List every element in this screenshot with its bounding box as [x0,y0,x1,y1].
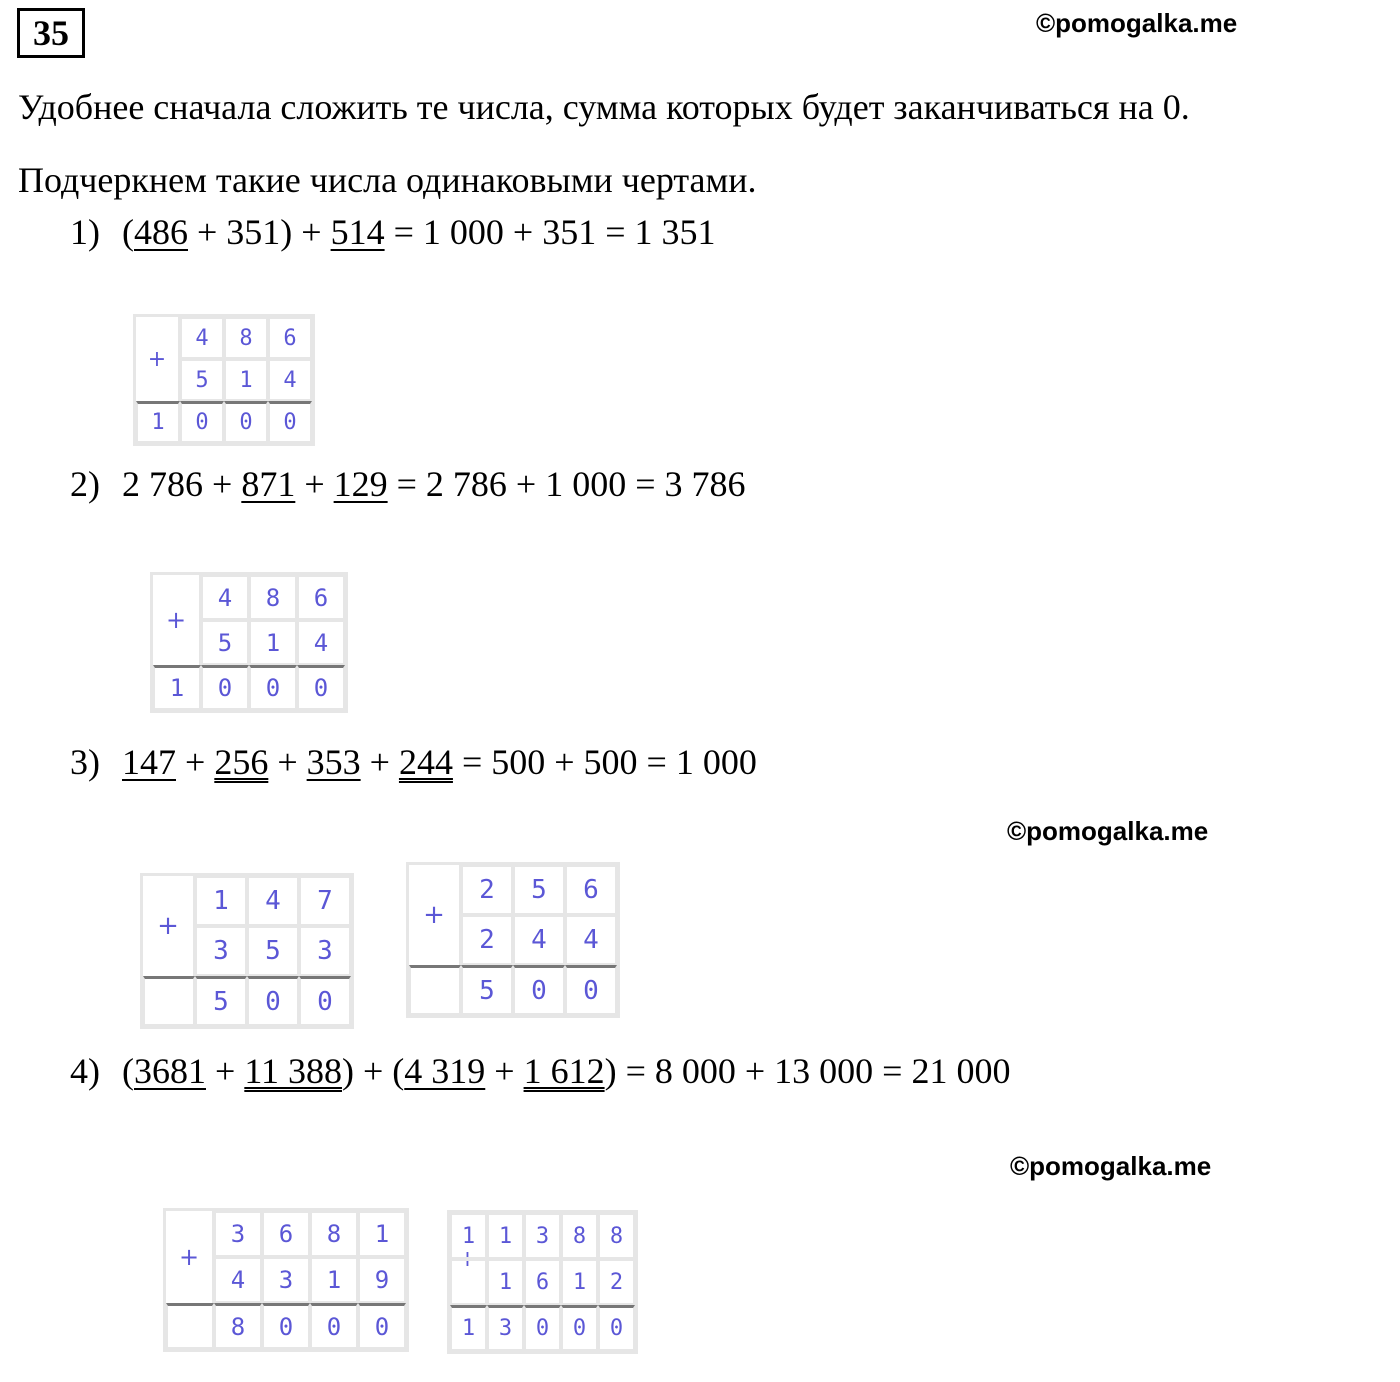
digit-cell: 2 [598,1259,635,1305]
addition-grid-6 [447,1210,638,1354]
underlined-number: 486 [134,212,188,252]
underlined-number: 4 319 [404,1051,486,1091]
result-digit-cell: 0 [513,965,565,1015]
result-digit-cell: 5 [195,976,247,1026]
digit-cell: 6 [565,865,617,915]
digit-cell: 2 [461,915,513,965]
addition-grid-2 [150,572,348,713]
digit-cell: 5 [513,865,565,915]
result-digit-cell: 0 [268,401,312,443]
equation-2 [70,463,746,505]
digit-cell: 4 [513,915,565,965]
digit-cell: 1 [487,1213,524,1259]
digit-cell: 6 [297,575,345,620]
result-digit-cell [409,965,461,1015]
addition-grid-4 [406,862,620,1018]
equation-4 [70,1050,1010,1092]
result-digit-cell: 0 [310,1303,358,1349]
digit-cell: 3 [299,926,351,976]
digit-cell: 4 [268,359,312,401]
equation-text: + [176,742,215,782]
result-digit-cell: 0 [201,665,249,710]
digit-cell: 1 [487,1259,524,1305]
equation-text: = 2 786 + 1 000 = 3 786 [387,464,746,504]
digit-cell: 1 [195,876,247,926]
result-digit-cell: 1 [136,401,180,443]
digit-cell: 6 [268,317,312,359]
plus-sign: + [166,1211,214,1303]
equation-text: ( [122,1051,134,1091]
underlined-number: 871 [241,464,296,504]
watermark-middle: ©pomogalka.me [1007,816,1209,846]
watermark-top: ©pomogalka.me [1036,8,1238,38]
equation-text: ( [122,212,134,252]
equation-3 [70,741,757,783]
digit-cell: 4 [247,876,299,926]
result-digit-cell: 0 [180,401,224,443]
digit-cell: 3 [195,926,247,976]
digit-cell: 1 [224,359,268,401]
digit-cell: 7 [299,876,351,926]
underlined-number: 3681 [134,1051,206,1091]
digit-cell: 6 [262,1211,310,1257]
digit-cell: 3 [214,1211,262,1257]
result-digit-cell: 0 [598,1305,635,1351]
equation-label: 2) [70,464,100,504]
equation-text: + [360,742,399,782]
equation-text: + [485,1051,524,1091]
result-digit-cell: 0 [358,1303,406,1349]
result-digit-cell: 1 [153,665,201,710]
equation-text: + [206,1051,245,1091]
equation-text: ) + ( [341,1051,405,1091]
digit-cell: 3 [262,1257,310,1303]
equation-text: + 351) + [188,212,331,252]
digit-cell: 5 [247,926,299,976]
underlined-number: 129 [333,464,388,504]
digit-cell: 4 [297,620,345,665]
result-digit-cell [143,976,195,1026]
digit-cell: 2 [461,865,513,915]
addition-grid-3 [140,873,354,1029]
equation-text: = 1 000 + 351 = 1 351 [384,212,716,252]
underlined-number: 11 388 [244,1051,342,1091]
digit-cell: 1 [249,620,297,665]
equation-text: + [268,742,307,782]
digit-cell: 1 [450,1213,487,1259]
digit-cell: 4 [565,915,617,965]
digit-cell: 5 [201,620,249,665]
digit-cell: 8 [598,1213,635,1259]
digit-cell: 5 [180,359,224,401]
result-digit-cell [166,1303,214,1349]
digit-cell: 8 [561,1213,598,1259]
intro-line-1: Удобнее сначала сложить те числа, сумма которых будет заканчиваться на 0. [18,87,1190,127]
underlined-number: 1 612 [523,1051,605,1091]
result-digit-cell: 0 [565,965,617,1015]
addition-grid-1 [133,314,315,446]
equation-label: 1) [70,212,100,252]
result-digit-cell: 0 [224,401,268,443]
digit-cell: 4 [180,317,224,359]
equation-1 [70,211,716,253]
result-digit-cell: 0 [297,665,345,710]
plus-sign: + [143,876,195,976]
plus-sign: + [450,1213,487,1305]
equation-text: 2 786 + [122,464,242,504]
result-digit-cell: 0 [262,1303,310,1349]
result-digit-cell: 0 [524,1305,561,1351]
digit-cell: 4 [214,1257,262,1303]
digit-cell [450,1259,487,1305]
digit-cell: 1 [358,1211,406,1257]
result-digit-cell: 0 [561,1305,598,1351]
result-digit-cell: 1 [450,1305,487,1351]
result-digit-cell: 8 [214,1303,262,1349]
digit-cell: 1 [310,1257,358,1303]
plus-sign: + [136,317,180,401]
underlined-number: 147 [122,742,176,782]
watermark-bottom: ©pomogalka.me [1010,1151,1212,1181]
plus-sign: + [153,575,201,665]
underlined-number: 256 [214,742,269,782]
task-number: 35 [17,8,85,58]
addition-grid-5 [163,1208,409,1352]
underlined-number: 353 [306,742,361,782]
digit-cell: 3 [524,1213,561,1259]
underlined-number: 514 [330,212,385,252]
equation-label: 4) [70,1051,100,1091]
digit-cell: 4 [201,575,249,620]
equation-label: 3) [70,742,100,782]
result-digit-cell: 5 [461,965,513,1015]
plus-sign: + [409,865,461,965]
digit-cell: 1 [561,1259,598,1305]
digit-cell: 8 [249,575,297,620]
underlined-number: 244 [398,742,453,782]
digit-cell: 6 [524,1259,561,1305]
result-digit-cell: 0 [249,665,297,710]
equation-text: = 500 + 500 = 1 000 [452,742,757,782]
equation-text: + [295,464,334,504]
digit-cell: 8 [310,1211,358,1257]
equation-text: ) = 8 000 + 13 000 = 21 000 [604,1051,1011,1091]
result-digit-cell: 3 [487,1305,524,1351]
result-digit-cell: 0 [247,976,299,1026]
intro-line-2: Подчеркнем такие числа одинаковыми чертами. [18,160,757,200]
digit-cell: 8 [224,317,268,359]
digit-cell: 9 [358,1257,406,1303]
result-digit-cell: 0 [299,976,351,1026]
